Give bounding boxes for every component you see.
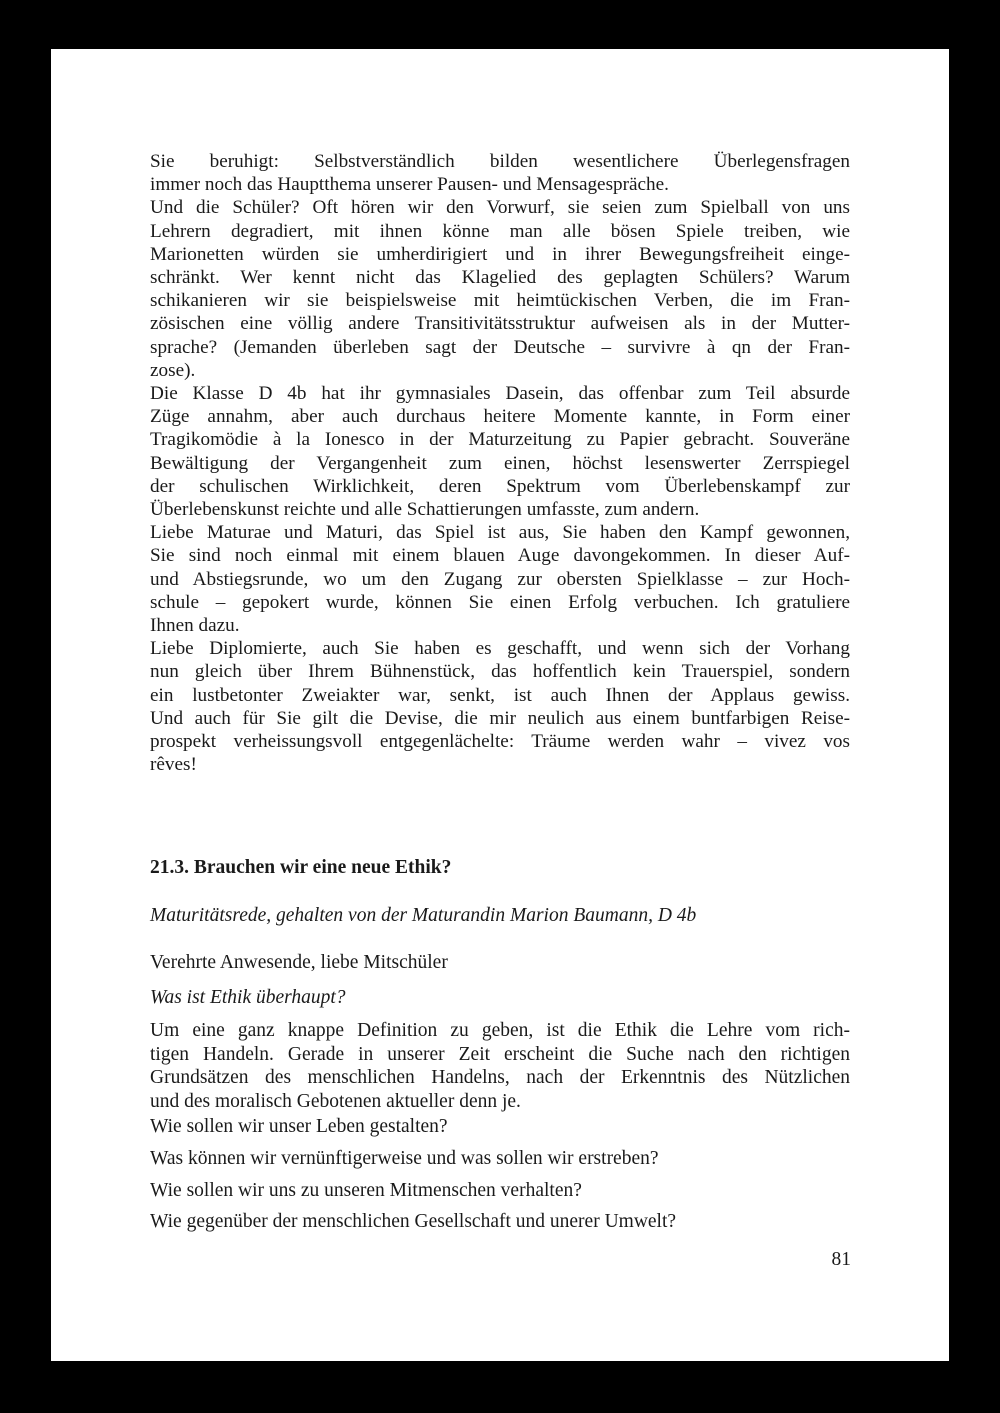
text-line: Grundsätzen des menschlichen Handelns, nach der Erkenntnis des Nützlichen <box>150 1067 850 1088</box>
question-line: Wie sollen wir uns zu unseren Mitmenschen verhalten? <box>150 1180 582 1201</box>
section-heading: 21.3. Brauchen wir eine neue Ethik? <box>150 857 452 878</box>
ethics-question: Was ist Ethik überhaupt? <box>150 987 346 1008</box>
text-line: prospekt verheissungsvoll entgegenlächelte: Träume werden wahr – vivez vos <box>150 731 850 753</box>
text-line: Ihnen dazu. <box>150 615 240 637</box>
section-subtitle: Maturitätsrede, gehalten von der Maturandin Marion Baumann, D 4b <box>150 905 697 926</box>
text-line: Liebe Diplomierte, auch Sie haben es geschafft, und wenn sich der Vorhang <box>150 638 850 660</box>
text-line: Sie sind noch einmal mit einem blauen Auge davongekommen. In dieser Auf- <box>150 545 850 567</box>
text-line: schule – gepokert wurde, können Sie einen Erfolg verbuchen. Ich gratuliere <box>150 591 850 613</box>
text-line: zösischen eine völlig andere Transitivitätsstruktur aufweisen als in der Mutter- <box>150 313 850 335</box>
text-line: der schulischen Wirklichkeit, deren Spektrum vom Überlebenskampf zur <box>150 475 850 497</box>
text-line: zose). <box>150 359 196 381</box>
text-line: und des moralisch Gebotenen aktueller denn je. <box>150 1090 521 1112</box>
text-line: Bewältigung der Vergangenheit zum einen, höchst lesenswerter Zerrspiegel <box>150 452 850 474</box>
page-number: 81 <box>831 1249 851 1270</box>
text-line: sprache? (Jemanden überleben sagt der Deutsche – survivre à qn der Fran- <box>150 336 850 358</box>
paragraph-maturi <box>150 521 850 637</box>
text-line: Lehrern degradiert, mit ihnen könne man alle bösen Spiele treiben, wie <box>150 220 850 242</box>
paragraph-diplomierte <box>150 637 850 776</box>
text-line: schikanieren wir sie beispielsweise mit heimtückischen Verben, die im Fran- <box>150 290 850 312</box>
text-line: nun gleich über Ihrem Bühnenstück, das hoffentlich kein Trauerspiel, sondern <box>150 661 850 683</box>
text-line: Marionetten würden sie umherdirigiert und in ihrer Bewegungsfreiheit einge- <box>150 243 850 265</box>
text-line: Liebe Maturae und Maturi, das Spiel ist aus, Sie haben den Kampf gewonnen, <box>150 522 850 544</box>
text-line: Um eine ganz knappe Definition zu geben, ist die Ethik die Lehre vom rich- <box>150 1020 850 1041</box>
text-line: Die Klasse D 4b hat ihr gymnasiales Dasein, das offenbar zum Teil absurde <box>150 383 850 405</box>
text-line: tigen Handeln. Gerade in unserer Zeit erscheint die Suche nach den richtigen <box>150 1043 850 1065</box>
paragraph-class <box>150 382 850 521</box>
text-line: Überlebenskunst reichte und alle Schattierungen umfasste, zum andern. <box>150 499 700 521</box>
page <box>51 49 949 1361</box>
text-line: Und auch für Sie gilt die Devise, die mir neulich aus einem buntfarbigen Reise- <box>150 707 850 729</box>
greeting: Verehrte Anwesende, liebe Mitschüler <box>150 952 448 973</box>
paragraph-students <box>150 196 850 382</box>
text-line: ein lustbetonter Zweiakter war, senkt, ist auch Ihnen der Applaus gewiss. <box>150 684 850 706</box>
text-line: Sie beruhigt: Selbstverständlich bilden wesentlichere Überlegensfragen <box>150 151 850 172</box>
question-line: Was können wir vernünftigerweise und was sollen wir erstreben? <box>150 1148 659 1169</box>
text-line: rêves! <box>150 754 197 776</box>
text-line: und Abstiegsrunde, wo um den Zugang zur obersten Spielklasse – zur Hoch- <box>150 568 850 590</box>
question-line: Wie sollen wir unser Leben gestalten? <box>150 1116 448 1137</box>
definition-paragraph <box>150 1019 850 1113</box>
text-line: Züge annahm, aber auch durchaus heitere Momente kannte, in Form einer <box>150 406 850 428</box>
text-line: schränkt. Wer kennt nicht das Klagelied des geplagten Schülers? Warum <box>150 267 850 289</box>
question-line: Wie gegenüber der menschlichen Gesellschaft und unerer Umwelt? <box>150 1211 677 1232</box>
text-line: Und die Schüler? Oft hören wir den Vorwurf, sie seien zum Spielball von uns <box>150 197 850 219</box>
paragraph-intro <box>150 150 850 196</box>
body-text <box>150 150 850 776</box>
text-line: immer noch das Hauptthema unserer Pausen- und Mensagespräche. <box>150 174 669 196</box>
text-line: Tragikomödie à la Ionesco in der Maturzeitung zu Papier gebracht. Souveräne <box>150 429 850 451</box>
